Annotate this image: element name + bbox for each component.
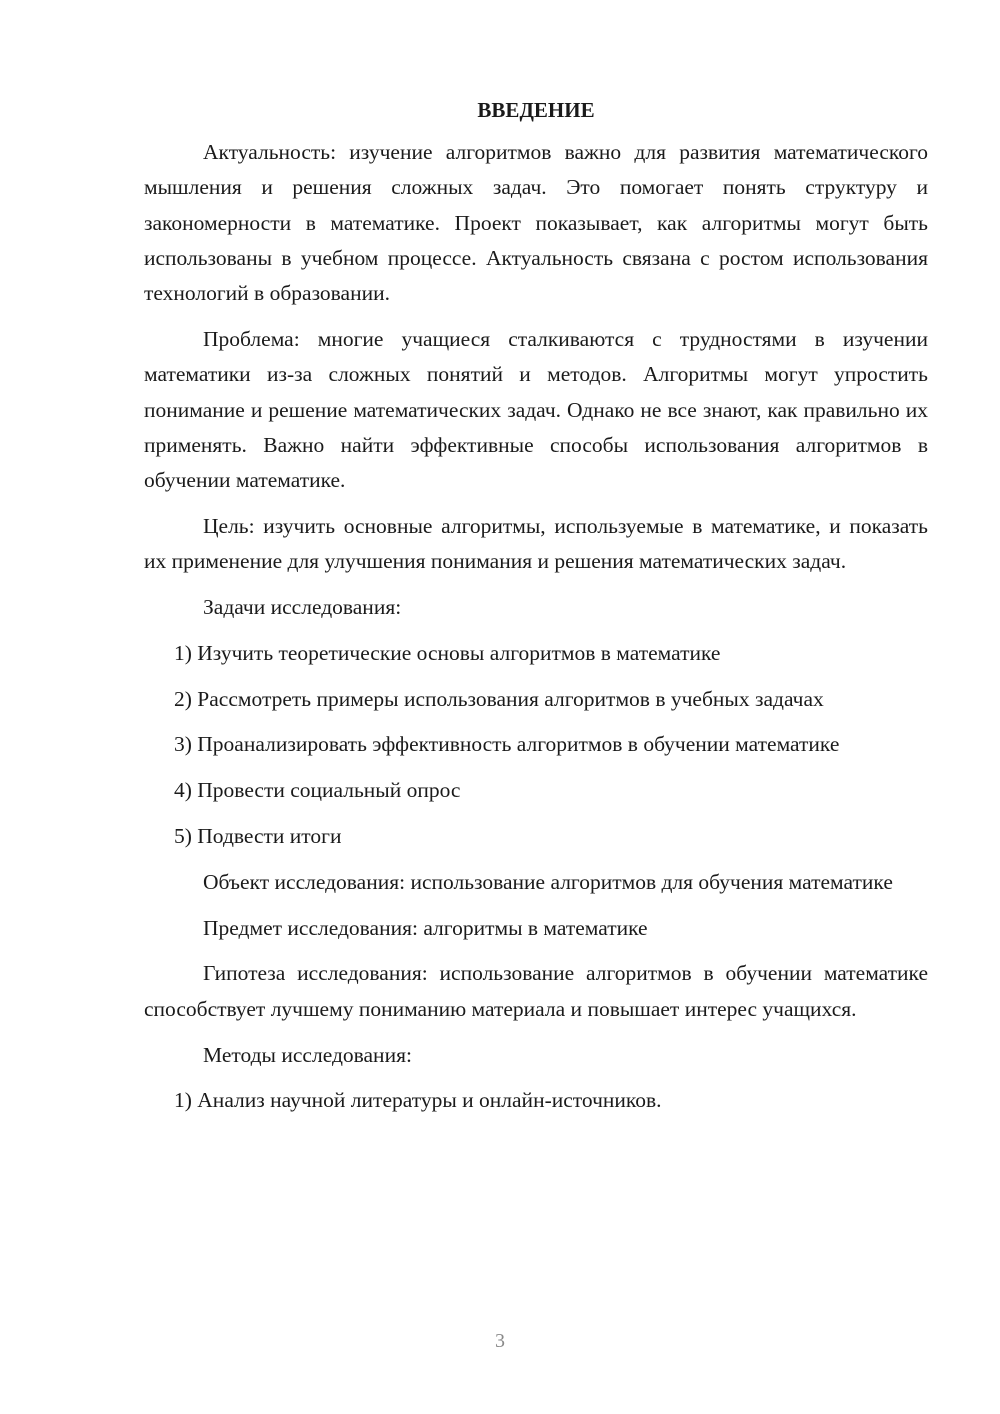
relevance-paragraph: Актуальность: изучение алгоритмов важно для развития математического мышления и решения сложных задач. Это помогает понять структуру и закономерности в математике. Проект показывает, как алгоритмы могут быть использованы в учебном процессе. Актуальность связана с ростом использования технологий в образовании. bbox=[144, 140, 928, 306]
task-item: 3) Проанализировать эффективность алгоритмов в обучении математике bbox=[174, 732, 840, 757]
task-item: 1) Изучить теоретические основы алгоритмов в математике bbox=[174, 640, 721, 665]
task-item: 2) Рассмотреть примеры использования алгоритмов в учебных задачах bbox=[174, 686, 824, 711]
task-item: 4) Провести социальный опрос bbox=[174, 778, 461, 803]
method-item: 1) Анализ научной литературы и онлайн-источников. bbox=[174, 1088, 662, 1113]
task-item: 5) Подвести итоги bbox=[174, 824, 342, 849]
tasks-title: Задачи исследования: bbox=[203, 595, 402, 620]
section-heading: ВВЕДЕНИЕ bbox=[477, 98, 595, 122]
page-number: 3 bbox=[495, 1330, 505, 1352]
subject-paragraph: Предмет исследования: алгоритмы в математике bbox=[203, 915, 648, 940]
object-paragraph: Объект исследования: использование алгоритмов для обучения математике bbox=[203, 869, 893, 894]
methods-title: Методы исследования: bbox=[203, 1042, 412, 1067]
document-page bbox=[144, 95, 928, 1129]
hypothesis-paragraph: Гипотеза исследования: использование алгоритмов в обучении математике способствует лучшему пониманию материала и повышает интерес учащихся. bbox=[144, 961, 928, 1021]
problem-paragraph: Проблема: многие учащиеся сталкиваются с трудностями в изучении математики из-за сложных понятий и методов. Алгоритмы могут упростить понимание и решение математических задач. Однако не все знают, как правильно их применять. Важно найти эффективные способы использования алгоритмов в обучении математике. bbox=[144, 326, 928, 493]
goal-paragraph: Цель: изучить основные алгоритмы, используемые в математике, и показать их применение для улучшения понимания и решения математических задач. bbox=[144, 513, 928, 574]
